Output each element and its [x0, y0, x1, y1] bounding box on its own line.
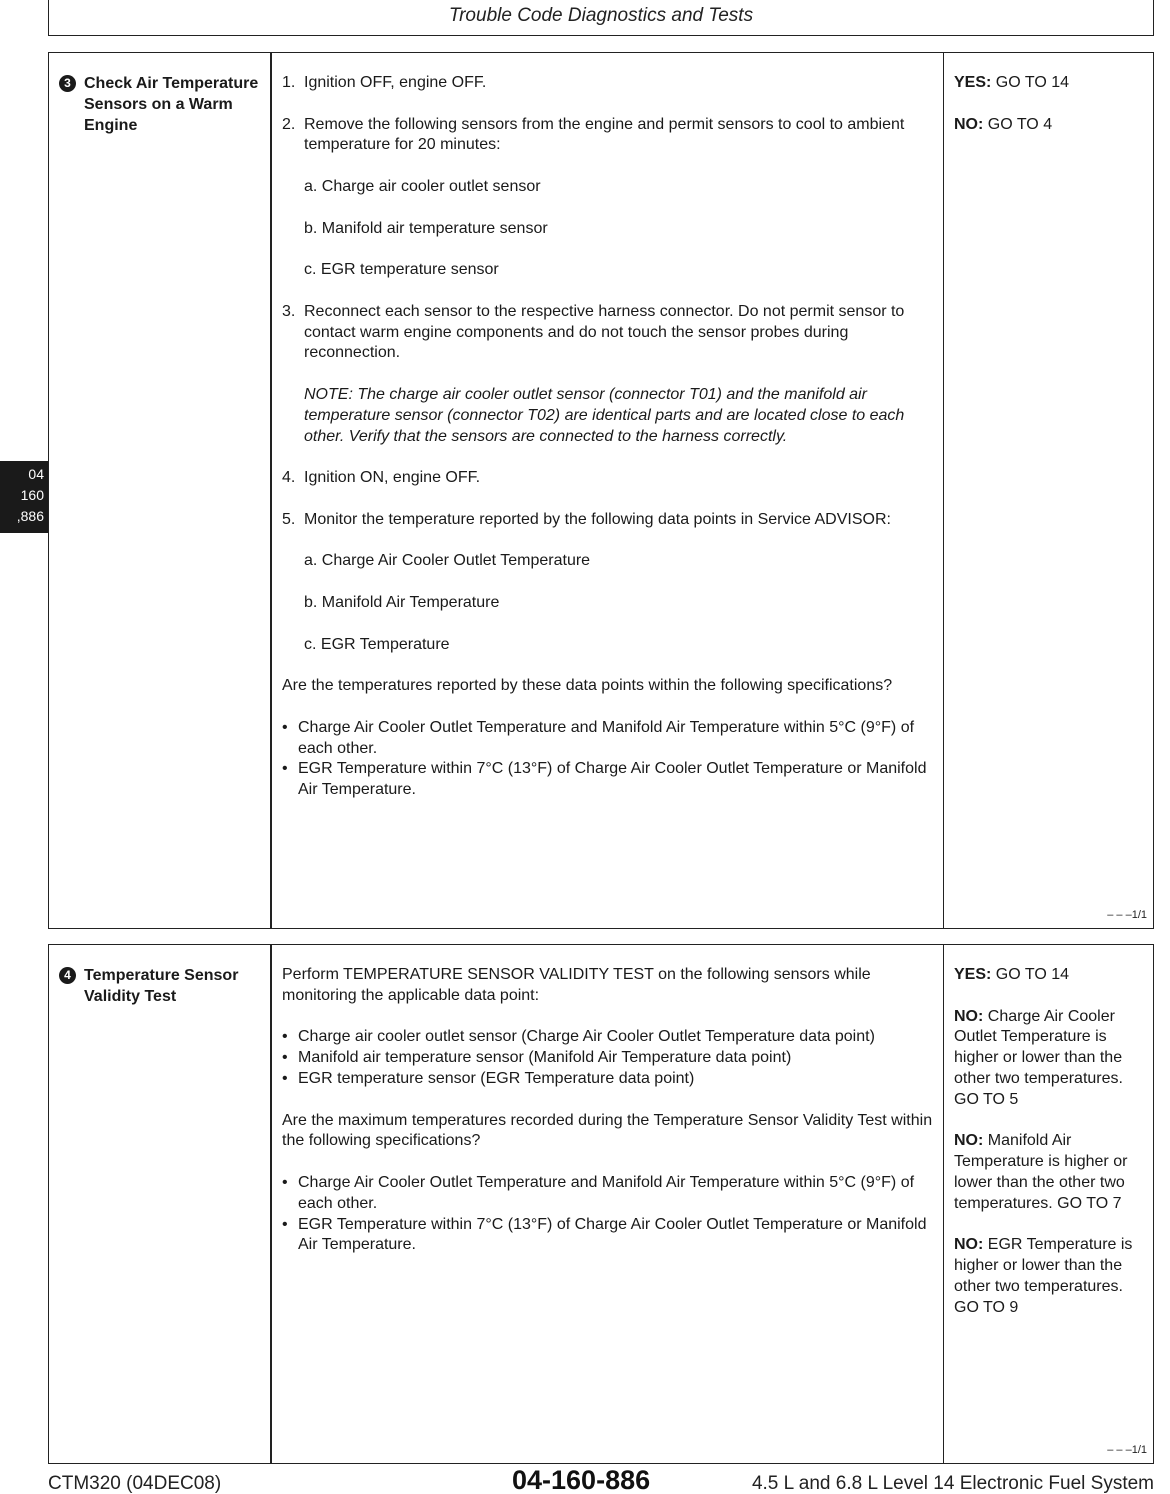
step-number-badge: 4	[59, 967, 76, 984]
procedure-substep: b. Manifold air temperature sensor	[304, 219, 548, 237]
sensor-bullet: • Charge air cooler outlet sensor (Charge Air Cooler Outlet Temperature data point)	[282, 1028, 875, 1046]
continuation-mark: – – –1/1	[1107, 909, 1147, 922]
section-tab-line3: ,886	[16, 508, 44, 524]
procedure-substep: c. EGR Temperature	[304, 635, 450, 653]
step-4-block	[48, 944, 1154, 1464]
procedure-step: 5. Monitor the temperature reported by the following data points in Service ADVISOR:	[282, 510, 891, 528]
step-number-badge: 3	[59, 75, 76, 92]
spec-bullet: • EGR Temperature within 7°C (13°F) of Charge Air Cooler Outlet Temperature or Manifold Air Temperature.	[282, 760, 927, 799]
step-title: Check Air Temperature Sensors on a Warm Engine	[84, 75, 259, 134]
result-no: NO: Charge Air Cooler Outlet Temperature is higher or lower than the other two temperatures. GO TO 5	[954, 1007, 1123, 1108]
step-4-title-cell	[49, 945, 272, 1463]
section-tab-line2: 160	[20, 487, 44, 503]
step-3-procedure-cell	[272, 53, 944, 928]
step-title: Temperature Sensor Validity Test	[84, 967, 239, 1005]
manual-title: 4.5 L and 6.8 L Level 14 Electronic Fuel System	[751, 1473, 1154, 1494]
page-header-title: Trouble Code Diagnostics and Tests	[448, 5, 754, 26]
procedure-step: 2. Remove the following sensors from the engine and permit sensors to cool to ambient temperature for 20 minutes:	[282, 115, 905, 154]
procedure-substep: a. Charge Air Cooler Outlet Temperature	[304, 552, 591, 570]
procedure-question: Are the temperatures reported by these data points within the following specifications?	[282, 677, 893, 695]
result-no: NO: EGR Temperature is higher or lower than the other two temperatures. GO TO 9	[954, 1236, 1133, 1316]
step-4-procedure-cell	[272, 945, 944, 1463]
continuation-mark: – – –1/1	[1107, 1444, 1147, 1457]
spec-bullet: • Charge Air Cooler Outlet Temperature and Manifold Air Temperature within 5°C (9°F) of each other.	[282, 718, 915, 757]
procedure-note: NOTE: The charge air cooler outlet sensor (connector T01) and the manifold air temperature sensor (connector T02) are identical parts and are located close to each other. Verify that the sensors are connected to the harness correctly.	[304, 385, 905, 445]
procedure-substep: a. Charge air cooler outlet sensor	[304, 177, 541, 195]
procedure-substep: c. EGR temperature sensor	[304, 261, 499, 279]
result-no: NO: Manifold Air Temperature is higher or lower than the other two temperatures. GO TO 7	[954, 1132, 1128, 1212]
step-4-result-cell	[944, 945, 1153, 1463]
page-header	[48, 0, 1154, 36]
procedure-step: 1. Ignition OFF, engine OFF.	[282, 74, 487, 91]
procedure-step: 3. Reconnect each sensor to the respective harness connector. Do not permit sensor to contact warm engine components and do not touch the sensor probes during reconnection.	[282, 302, 905, 362]
result-no: NO: GO TO 4	[954, 115, 1053, 133]
procedure-step: 4. Ignition ON, engine OFF.	[282, 469, 481, 487]
page-footer	[48, 1465, 1154, 1494]
spec-bullet: • Charge Air Cooler Outlet Temperature and Manifold Air Temperature within 5°C (9°F) of each other.	[282, 1173, 915, 1212]
procedure-intro: Perform TEMPERATURE SENSOR VALIDITY TEST on the following sensors while monitoring the applicable data point:	[282, 966, 871, 1004]
page-number: 04-160-886	[512, 1465, 651, 1494]
sensor-bullet: • EGR temperature sensor (EGR Temperature data point)	[282, 1069, 695, 1087]
result-yes: YES: GO TO 14	[954, 74, 1070, 91]
sensor-bullet: • Manifold air temperature sensor (Manifold Air Temperature data point)	[282, 1049, 792, 1067]
step-3-result-cell	[944, 53, 1153, 928]
document-id: CTM320 (04DEC08)	[48, 1473, 222, 1494]
result-yes: YES: GO TO 14	[954, 966, 1070, 983]
step-3-title-cell	[49, 53, 272, 928]
step-3-block	[48, 52, 1154, 929]
section-tab-line1: 04	[28, 466, 44, 482]
section-tab	[0, 461, 48, 533]
procedure-question: Are the maximum temperatures recorded during the Temperature Sensor Validity Test within the following specifications?	[282, 1111, 933, 1150]
spec-bullet: • EGR Temperature within 7°C (13°F) of Charge Air Cooler Outlet Temperature or Manifold Air Temperature.	[282, 1215, 927, 1254]
procedure-substep: b. Manifold Air Temperature	[304, 593, 500, 611]
